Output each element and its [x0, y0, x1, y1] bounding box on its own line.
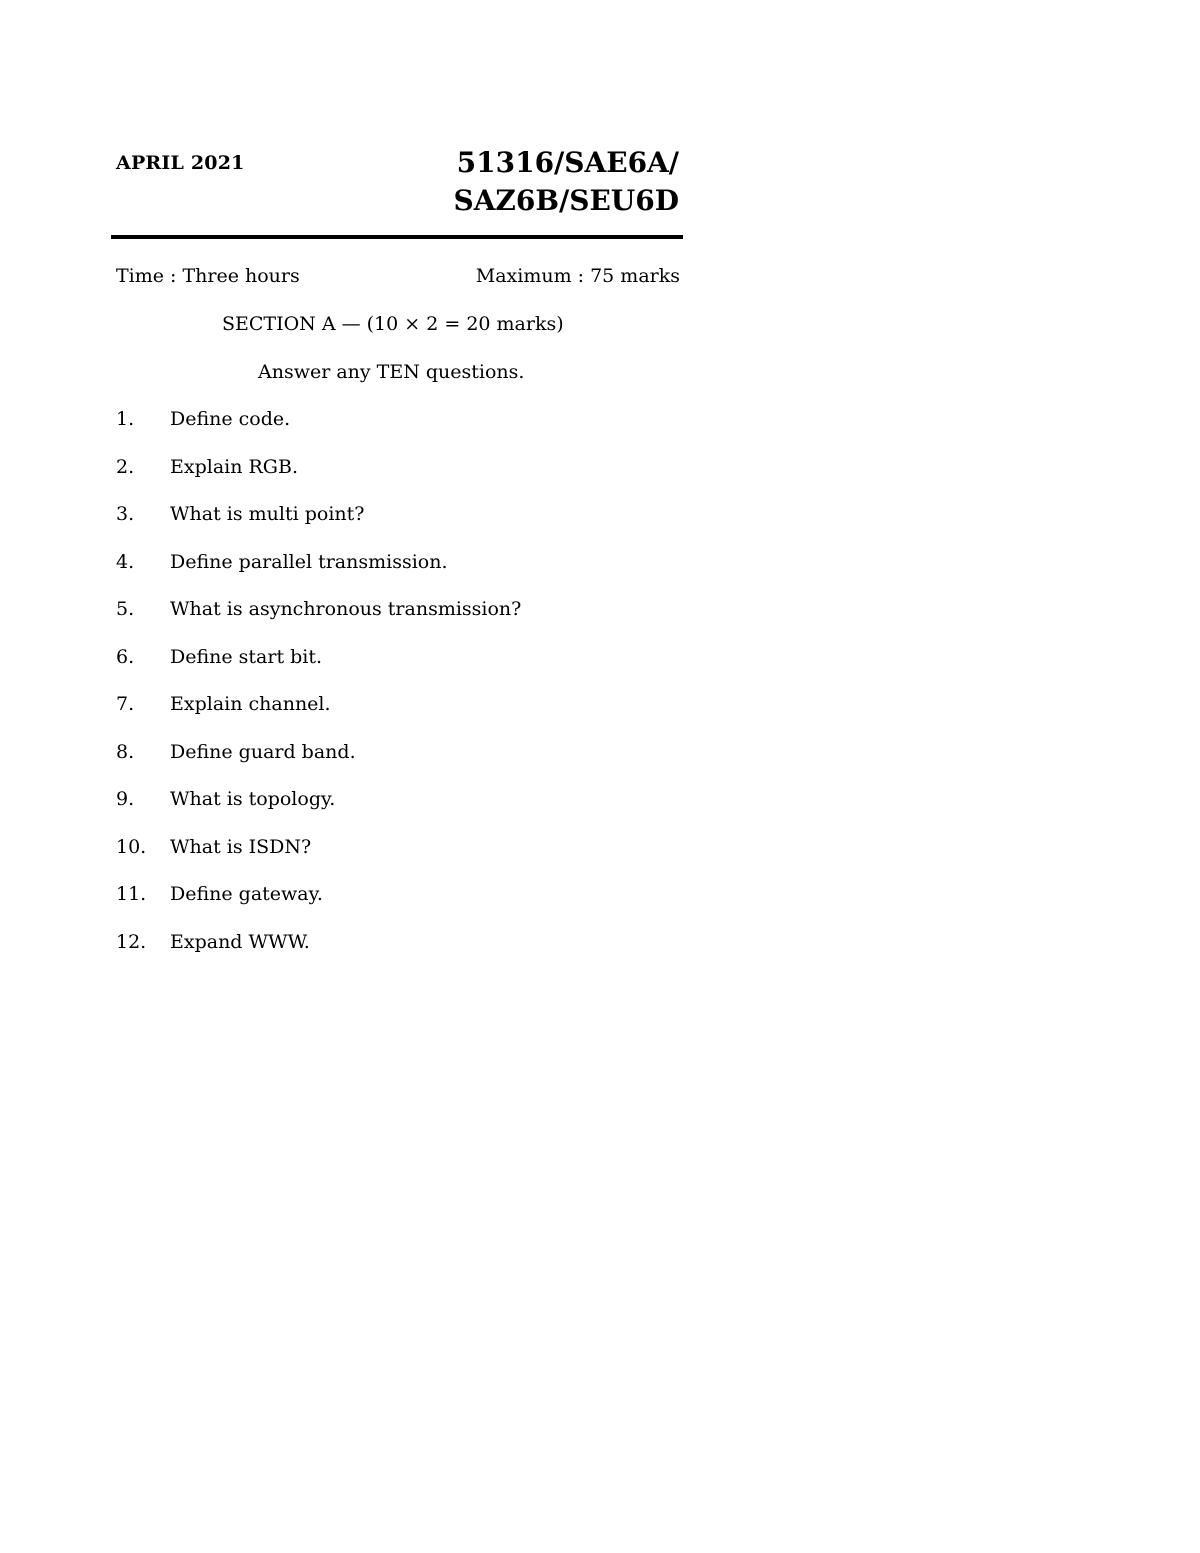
question-text: Define parallel transmission. [170, 550, 448, 573]
question-text: What is multi point? [170, 503, 365, 525]
question-item [116, 836, 521, 884]
question-text: Define guard band. [170, 740, 356, 763]
exam-date: APRIL 2021 [116, 152, 245, 174]
section-instruction: Answer any TEN questions. [258, 361, 525, 383]
question-item [116, 598, 521, 646]
question-number: 11. [116, 883, 147, 905]
maximum-marks: Maximum : 75 marks [475, 265, 680, 287]
paper-code [453, 144, 679, 220]
paper-code-line-2: SAZ6B/SEU6D [453, 184, 679, 217]
question-number: 7. [116, 693, 135, 715]
question-number: 8. [116, 740, 135, 763]
question-text: Define start bit. [170, 645, 323, 668]
question-item [116, 741, 521, 789]
exam-duration: Time : Three hours [116, 265, 300, 287]
question-number: 4. [116, 550, 135, 573]
question-number: 10. [116, 835, 147, 858]
paper-code-line-1: 51316/SAE6A/ [456, 146, 679, 179]
question-number: 3. [116, 503, 135, 525]
question-item [116, 931, 521, 979]
question-text: What is ISDN? [170, 835, 312, 858]
question-text: Define gateway. [170, 883, 323, 905]
question-text: What is topology. [170, 788, 336, 810]
question-number: 2. [116, 455, 135, 478]
question-list [116, 408, 521, 978]
question-item [116, 503, 521, 551]
question-number: 1. [116, 408, 135, 430]
question-item [116, 408, 521, 456]
question-number: 5. [116, 598, 135, 620]
question-text: Define code. [170, 408, 291, 430]
question-number: 12. [116, 930, 147, 953]
question-text: Expand WWW. [170, 930, 310, 953]
question-number: 9. [116, 788, 135, 810]
question-text: Explain RGB. [170, 455, 298, 478]
question-item [116, 551, 521, 599]
question-item [116, 788, 521, 836]
question-item [116, 646, 521, 694]
question-text: What is asynchronous transmission? [170, 598, 522, 620]
question-text: Explain channel. [170, 693, 331, 715]
header-divider [111, 235, 683, 239]
question-number: 6. [116, 645, 135, 668]
question-item [116, 883, 521, 931]
section-title: SECTION A — (10 × 2 = 20 marks) [222, 313, 564, 335]
question-item [116, 456, 521, 504]
question-item [116, 693, 521, 741]
